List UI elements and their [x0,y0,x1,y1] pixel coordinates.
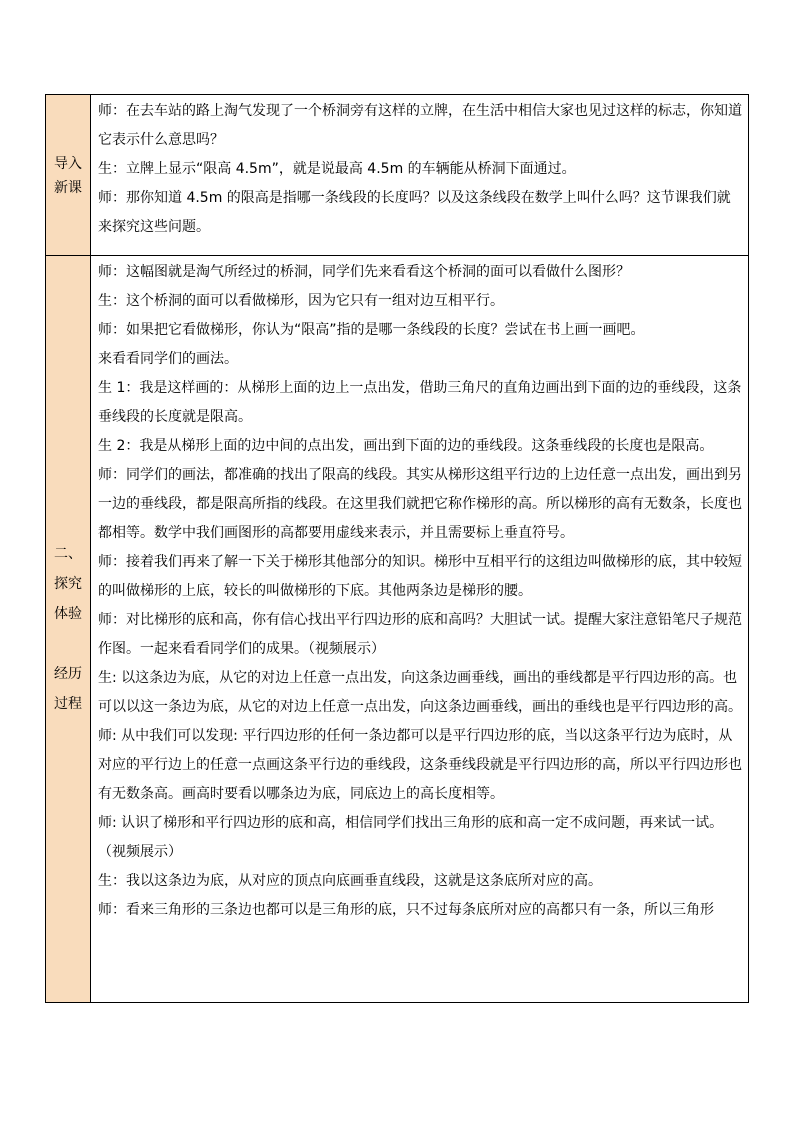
section-label [46,95,91,255]
section-label-line: 经历 [54,666,82,682]
paragraph: 师：在去车站的路上淘气发现了一个桥洞旁有这样的立牌，在生活中相信大家也见过这样的标志，你知道它表示什么意思吗？ [98,103,742,148]
section-content [91,256,748,1002]
section-label [46,256,91,1002]
section-label-line: 过程 [54,696,82,712]
paragraph: 生: 以这条边为底，从它的对边上任意一点出发，向这条边画垂线，画出的垂线都是平行四边形的高。也可以以这一条边为底，从它的对边上任意一点出发，向这条边画垂线，画出的垂线也是平行四边形的高。 [98,670,742,715]
lesson-table [45,94,749,1003]
table-row [46,255,748,1002]
table-row [46,95,748,255]
paragraph: 生：我以这条边为底，从对应的顶点向底画垂直线段，这就是这条底所对应的高。 [98,873,602,889]
paragraph: 师：对比梯形的底和高，你有信心找出平行四边形的底和高吗？大胆试一试。提醒大家注意铅笔尺子规范作图。一起来看看同学们的成果。（视频展示） [98,612,742,657]
paragraph: 来看看同学们的画法。 [98,351,238,367]
paragraph: 师：那你知道 4.5m 的限高是指哪一条线段的长度吗？以及这条线段在数学上叫什么吗？这节课我们就来探究这些问题。 [98,190,731,235]
paragraph: 师：这幅图就是淘气所经过的桥洞，同学们先来看看这个桥洞的面可以看做什么图形？ [98,264,630,280]
section-label-line: 体验 [54,606,82,622]
paragraph: 生 2：我是从梯形上面的边中间的点出发，画出到下面的边的垂线段。这条垂线段的长度也是限高。 [98,438,714,454]
paragraph: 生 1：我是这样画的：从梯形上面的边上一点出发，借助三角尺的直角边画出到下面的边的垂线段，这条垂线段的长度就是限高。 [98,380,742,425]
section-label-line: 二、 [54,546,82,562]
paragraph: 师: 从中我们可以发现: 平行四边形的任何一条边都可以是平行四边形的底，当以这条平行边为底时，从对应的平行边上的任意一点画这条平行边的垂线段，这条垂线段就是平行四边形的高，所以平行四边形也有无数条高。画高时要看以哪条边为底，同底边上的高长度相等。 [98,728,742,802]
section-content [91,95,748,255]
paragraph: 生：立牌上显示“限高 4.5m”，就是说最高 4.5m 的车辆能从桥洞下面通过。 [98,161,576,177]
paragraph: 师: 认识了梯形和平行四边形的底和高，相信同学们找出三角形的底和高一定不成问题，再来试一试。（视频展示） [98,815,724,860]
paragraph: 师：同学们的画法，都准确的找出了限高的线段。其实从梯形这组平行边的上边任意一点出发，画出到另一边的垂线段，都是限高所指的线段。在这里我们就把它称作梯形的高。所以梯形的高有无数条，长度也都相等。数学中我们画图形的高都要用虚线来表示，并且需要标上垂直符号。 [98,467,742,541]
paragraph: 师：接着我们再来了解一下关于梯形其他部分的知识。梯形中互相平行的这组边叫做梯形的底，其中较短的叫做梯形的上底，较长的叫做梯形的下底。其他两条边是梯形的腰。 [98,554,742,599]
section-label-line: 新课 [54,180,82,196]
section-label-line: 探究 [54,576,82,592]
section-label-line: 导入 [54,156,82,172]
paragraph: 师：如果把它看做梯形，你认为“限高”指的是哪一条线段的长度？尝试在书上画一画吧。 [98,322,645,338]
paragraph: 师：看来三角形的三条边也都可以是三角形的底，只不过每条底所对应的高都只有一条，所以三角形 [98,902,714,918]
paragraph: 生：这个桥洞的面可以看做梯形，因为它只有一组对边互相平行。 [98,293,504,309]
